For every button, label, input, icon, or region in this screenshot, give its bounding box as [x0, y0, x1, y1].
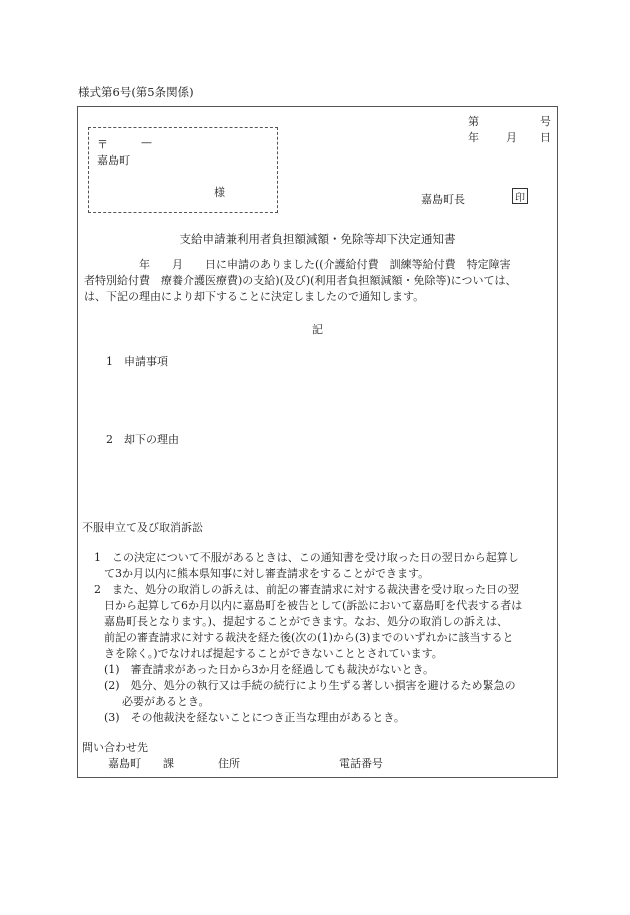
contact-heading: 問い合わせ先: [82, 741, 148, 754]
body-line: 年 月 日に申請のありました((介護給付費 訓練等給付費 特定障害: [84, 258, 511, 271]
number-go: 号: [540, 115, 551, 128]
ki-heading: 記: [312, 323, 323, 336]
recipient-town: 嘉島町: [97, 154, 130, 167]
notice-frame: [77, 106, 558, 778]
seal-stamp: 印: [512, 188, 528, 204]
appeal-line: 2 また、処分の取消しの訴えは、前記の審査請求に対する裁決書を受け取った日の翌: [94, 583, 519, 596]
appeal-line: (3) その他裁決を経ないことにつき正当な理由があるとき。: [104, 711, 405, 724]
appeal-line: 1 この決定について不服があるときは、この通知書を受け取った日の翌日から起算し: [94, 551, 519, 564]
appeal-line: (1) 審査請求があった日から3か月を経過しても裁決がないとき。: [104, 663, 435, 676]
rejection-reason-label: 2 却下の理由: [106, 433, 179, 446]
postal-dash: —: [141, 136, 152, 149]
appeal-line: (2) 処分、処分の執行又は手続の続行により生ずる著しい損害を避けるため緊急の: [104, 679, 516, 692]
honorific: 様: [214, 186, 225, 199]
appeal-line: 必要があるとき。: [122, 695, 210, 708]
date-month: 月: [506, 131, 517, 144]
form-number: 様式第6号(第5条関係): [78, 85, 194, 99]
date-year: 年: [468, 131, 479, 144]
address-box: [88, 127, 278, 213]
contact-line: 嘉島町 課 住所 電話番号: [108, 757, 383, 770]
appeal-line: きを除く。)でなければ提起することができないこととされています。: [104, 647, 443, 660]
appeal-line: 前記の審査請求に対する裁決を経た後(次の(1)から(3)までのいずれかに該当すると: [104, 631, 514, 644]
application-items-label: 1 申請事項: [106, 355, 168, 368]
postal-mark: 〒: [97, 138, 108, 151]
body-line: は、下記の理由により却下することに決定しましたので通知します。: [84, 290, 425, 303]
appeal-heading: 不服申立て及び取消訴訟: [82, 521, 203, 534]
notice-body: [84, 257, 554, 305]
date-day: 日: [540, 131, 551, 144]
number-dai: 第: [468, 115, 479, 128]
mayor-title: 嘉島町長: [421, 193, 465, 206]
notice-title: 支給申請兼利用者負担額減額・免除等却下決定通知書: [179, 232, 456, 246]
appeal-line: 嘉島町長となります。)、提起することができます。なお、処分の取消しの訴えは、: [104, 615, 509, 628]
body-line: 者特別給付費 療養介護医療費)の支給)(及び)(利用者負担額減額・免除等)については、: [84, 274, 517, 287]
appeal-line: 日から起算して6か月以内に嘉島町を被告として(訴訟において嘉島町を代表する者は: [104, 599, 523, 612]
appeal-line: て3か月以内に熊本県知事に対し審査請求をすることができます。: [104, 567, 430, 580]
